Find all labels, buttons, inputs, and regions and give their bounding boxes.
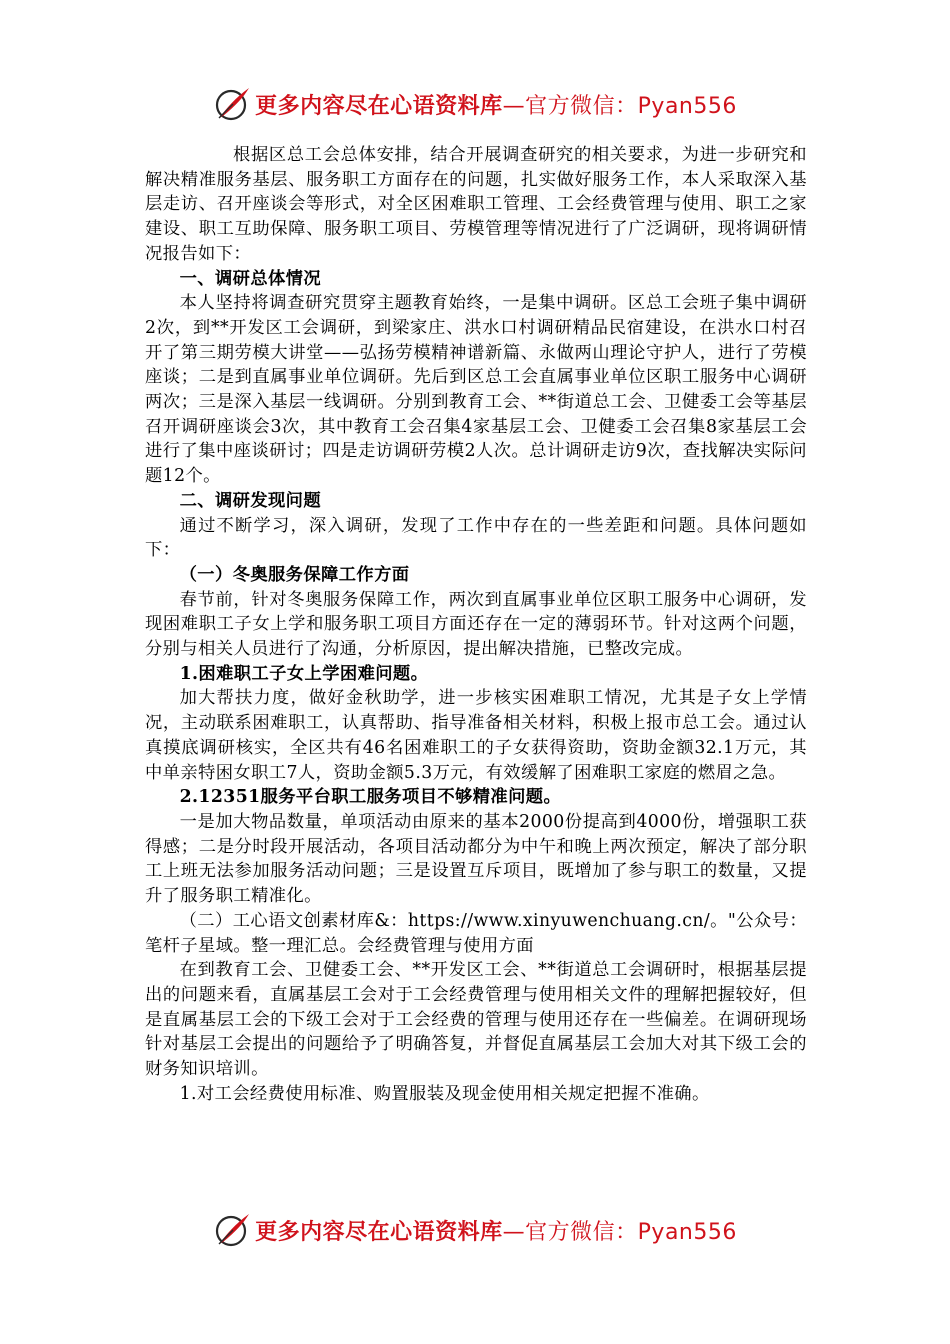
- paragraph: 加大帮扶力度，做好金秋助学，进一步核实困难职工情况，尤其是子女上学情况，主动联系困难职工，认真帮助、指导准备相关材料，积极上报市总工会。通过认真摸底调研核实，全区共有46名困难职工的子女获得资助，资助金额32.1万元，其中单亲特困女职工7人，资助金额5.3万元，有效缓解了困难职工家庭的燃眉之急。: [145, 688, 807, 783]
- footer-banner: [0, 1208, 950, 1252]
- paragraph: 本人坚持将调查研究贯穿主题教育始终，一是集中调研。区总工会班子集中调研2次，到**开发区工会调研，到梁家庄、洪水口村调研精品民宿建设，在洪水口村召开了第三期劳模大讲堂——弘扬劳模精神谱新篇、永做两山理论守护人，进行了劳模座谈；二是到直属事业单位调研。先后到区总工会直属事业单位区职工服务中心调研两次；三是深入基层一线调研。分别到教育工会、**街道总工会、卫健委工会等基层召开调研座谈会3次，其中教育工会召集4家基层工会、卫健委工会召集8家基层工会进行了集中座谈研讨；四是走访调研劳模2人次。总计调研走访9次，查找解决实际问题12个。: [145, 293, 807, 487]
- item-heading: 1.困难职工子女上学困难问题。: [179, 663, 429, 684]
- item-heading: 2.12351服务平台职工服务项目不够精准问题。: [179, 787, 562, 808]
- banner-text: [255, 1215, 737, 1246]
- subsection-heading: （一）冬奥服务保障工作方面: [179, 564, 410, 585]
- report-body: [145, 143, 807, 1106]
- quill-logo-icon: [213, 84, 253, 124]
- section-heading: 一、调研总体情况: [179, 268, 322, 289]
- quill-logo-icon: [213, 1210, 253, 1250]
- paragraph: 一是加大物品数量，单项活动由原来的基本2000份提高到4000份，增强职工获得感；二是分时段开展活动，各项目活动都分为中午和晚上两次预定，解决了部分职工上班无法参加服务活动问题；三是设置互斥项目，既增加了参与职工的数量，又提升了服务职工精准化。: [145, 811, 807, 907]
- intro-paragraph: 根据区总工会总体安排，结合开展调查研究的相关要求，为进一步研究和解决精准服务基层、服务职工方面存在的问题，扎实做好服务工作，本人采取深入基层走访、召开座谈会等形式，对全区困难职工管理、工会经费管理与使用、职工之家建设、职工互助保障、服务职工项目、劳模管理等情况进行了广泛调研，现将调研情况报告如下：: [145, 145, 807, 264]
- library-text: 更多内容尽在心语资料库: [255, 1219, 503, 1245]
- section-heading: 二、调研发现问题: [179, 490, 322, 511]
- paragraph: 通过不断学习，深入调研，发现了工作中存在的一些差距和问题。具体问题如下：: [145, 515, 807, 561]
- wechat-text: —官方微信：Pyan556: [502, 93, 737, 119]
- paragraph: 在到教育工会、卫健委工会、**开发区工会、**街道总工会调研时，根据基层提出的问题来看，直属基层工会对于工会经费管理与使用相关文件的理解把握较好，但是直属基层工会的下级工会对于工会经费的管理与使用还存在一些偏差。在调研现场针对基层工会提出的问题给予了明确答复，并督促直属基层工会加大对其下级工会的财务知识培训。: [145, 960, 807, 1080]
- item-heading: 1.对工会经费使用标准、购置服装及现金使用相关规定把握不准确。: [179, 1083, 710, 1104]
- header-banner: [0, 82, 950, 126]
- library-text: 更多内容尽在心语资料库: [255, 93, 503, 119]
- paragraph: 春节前，针对冬奥服务保障工作，两次到直属事业单位区职工服务中心调研，发现困难职工子女上学和服务职工项目方面还存在一定的薄弱环节。针对这两个问题，分别与相关人员进行了沟通，分析原因，提出解决措施，已整改完成。: [145, 589, 807, 660]
- subsection-heading: （二）工心语文创素材库&：https://www.xinyuwenchuang.cn/。"公众号：笔杆子星域。整一理汇总。会经费管理与使用方面: [145, 910, 807, 956]
- banner-text: [255, 89, 737, 120]
- wechat-text: —官方微信：Pyan556: [502, 1219, 737, 1245]
